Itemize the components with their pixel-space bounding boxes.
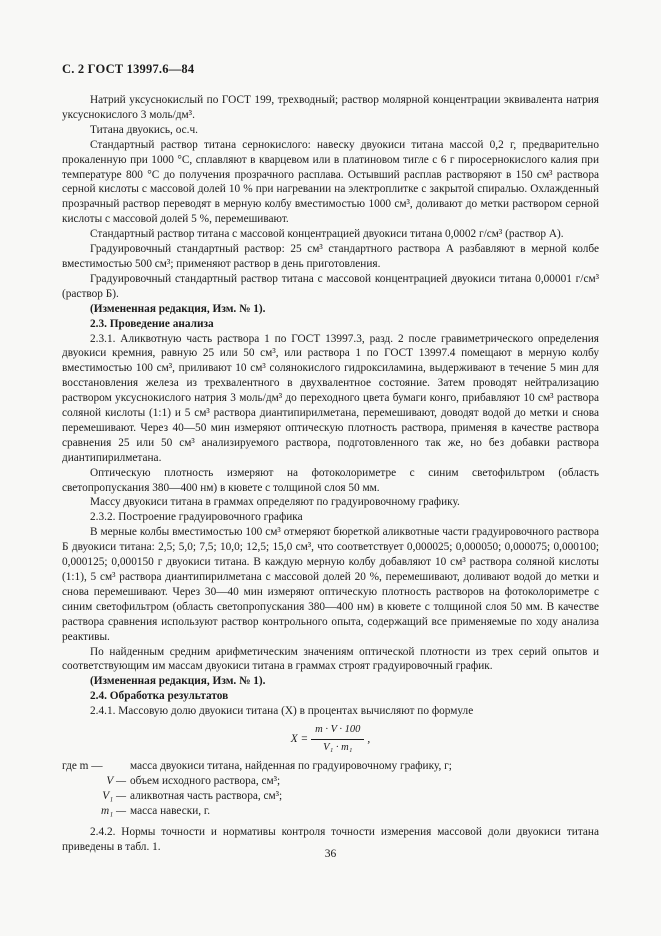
formula-numerator: m · V · 100 (311, 723, 364, 740)
paragraph: Стандартный раствор титана с массовой концентрацией двуокиси титана 0,0002 г/см³ (раствор А). (90, 228, 564, 241)
formula-fraction (311, 723, 364, 756)
paragraph-list (62, 93, 599, 719)
formula-lhs: X = (290, 732, 309, 745)
paragraph: 2.3.1. Аликвотную часть раствора 1 по ГОСТ 13997.3, разд. 2 после гравиметрического определения двуокиси кремния, равную 25 или 50 см³, или раствора 1 по ГОСТ 13997.4 помещают в мерную колбу вместимостью 100 см³, приливают 10 см³ солянокислого гидроксиламина, выдерживают в течение 5 мин для восстановления железа из трехвалентного в двухвалентное состояние. Затем проводят нейтрализацию раствором уксуснокислого натрия 3 моль/дм³ до переходного цвета бумаги конго, прибавляют 10 см³ раствора соляной кислоты (1:1) и 5 см³ раствора диантипирилметана, перемешивают, доводят водой до метки и снова перемешивают. Через 40—50 мин измеряют оптическую плотность раствора, применяя в качестве раствора сравнения 25 или 50 см³ анализируемого раствора, подготовленного так же, но без добавки раствора диантипирилметана. (62, 332, 599, 464)
legend-row (62, 789, 599, 804)
document-body (62, 93, 599, 855)
legend-symbol: где m — (62, 760, 103, 773)
paragraph: Стандартный раствор титана сернокислого: навеску двуокиси титана массой 0,2 г, предварительно прокаленную при 1000 °С, сплавляют в кварцевом или в платиновом тигле с 6 г пиросернокислого калия при температуре 800 °С до получения прозрачного расплава. Остывший расплав растворяют в 150 см³ раствора серной кислоты с массовой долей 10 % при нагревании на электроплитке с закрытой спиралью. Охлажденный прозрачный раствор переводят в мерную колбу вместимостью 1000 см³, доливают до метки раствором серной кислоты с массовой долей 5 %, перемешивают. (62, 138, 599, 226)
legend-text: масса двуокиси титана, найденная по градуировочному графику, г; (130, 760, 452, 773)
paragraph: Градуировочный стандартный раствор титана с массовой концентрацией двуокиси титана 0,00001 г/см³ (раствор Б). (62, 272, 599, 300)
paragraph: Натрий уксуснокислый по ГОСТ 199, трехводный; раствор молярной концентрации эквивалента натрия уксуснокислого 3 моль/дм³. (62, 94, 599, 121)
paragraph: 2.3. Проведение анализа (90, 317, 214, 330)
paragraph: 2.3.2. Построение градуировочного графика (90, 511, 303, 524)
formula-trail: , (367, 732, 371, 745)
paragraph: 2.4. Обработка результатов (90, 690, 229, 703)
paragraph: 2.4.1. Массовую долю двуокиси титана (X) в процентах вычисляют по формуле (90, 705, 474, 718)
legend-text: объем исходного раствора, см³; (130, 774, 281, 787)
paragraph: Оптическую плотность измеряют на фотоколориметре с синим светофильтром (область светопропускания 380—400 нм) в кювете с толщиной слоя 50 мм. (62, 466, 599, 494)
paragraph: Титана двуокись, ос.ч. (90, 123, 198, 136)
paragraph: По найденным средним арифметическим значениям оптической плотности из трех серий опытов и соответствующим им массам двуокиси титана в граммах строят градуировочный график. (62, 645, 599, 673)
legend-symbol: V₁ — (102, 789, 126, 802)
page-number: 36 (324, 848, 337, 860)
paragraph: Градуировочный стандартный раствор: 25 см³ стандартного раствора А разбавляют в мерной колбе вместимостью 500 см³; применяют раствор в день приготовления. (62, 243, 599, 270)
paragraph-2-4-2: 2.4.2. Нормы точности и нормативы контроля точности измерения массовой доли двуокиси титана приведены в табл. 1. (62, 825, 599, 853)
formula (62, 721, 599, 757)
paragraph: Массу двуокиси титана в граммах определяют по градуировочному графику. (90, 496, 460, 509)
formula-legend (62, 759, 599, 819)
paragraph: (Измененная редакция, Изм. № 1). (90, 302, 266, 315)
legend-symbol: m₁ — (101, 804, 126, 817)
page-header: С. 2 ГОСТ 13997.6—84 (62, 62, 195, 76)
legend-row (62, 759, 599, 774)
legend-row (62, 774, 599, 789)
legend-row (62, 804, 599, 819)
paragraph: В мерные колбы вместимостью 100 см³ отмеряют бюреткой аликвотные части градуировочного раствора Б двуокиси титана: 2,5; 5,0; 7,5; 10,0; 12,5; 15,0 см³, что соответствует 0,000025; 0,000050; 0,000075; 0,000100; 0,000125; 0,000150 г двуокиси титана. В каждую мерную колбу добавляют 10 см³ раствора соляной кислоты (1:1), 5 см³ раствора диантипирилметана с массовой долей 20 %, перемешивают, доливают водой до метки и снова перемешивают. Через 30—40 мин измеряют оптическую плотность растворов на фотоколориметре с синим светофильтром (область светопропускания 380—400 нм) в кювете с толщиной слоя 50 мм. В качестве раствора сравнения используют раствор контрольного опыта, содержащий все применяемые по ходу анализа реактивы. (62, 526, 599, 643)
paragraph: (Измененная редакция, Изм. № 1). (90, 675, 266, 688)
legend-text: аликвотная часть раствора, см³; (130, 789, 283, 802)
legend-symbol: V — (106, 774, 126, 787)
legend-text: масса навески, г. (130, 804, 211, 817)
formula-denominator: V₁ · m₁ (323, 741, 353, 753)
